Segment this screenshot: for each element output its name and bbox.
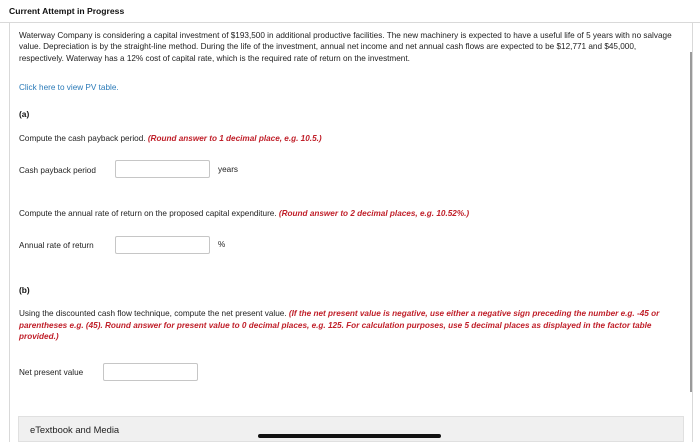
- arr-instruction: [19, 208, 683, 220]
- home-indicator: [258, 434, 441, 438]
- page-title: Current Attempt in Progress: [9, 6, 125, 16]
- payback-field-label: Cash payback period: [19, 166, 96, 175]
- arr-field-label: Annual rate of return: [19, 241, 94, 250]
- problem-statement: Waterway Company is considering a capital investment of $193,500 in additional productive facilities. The new machinery is expected to have a useful life of 5 years with no salvage value. Depreciation is by the straight-line method. During the life of the investment, annual net income and net annual cash flows are expected to be $12,771 and $45,000, respectively. Waterway has a 12% cost of capital rate, which is the required rate of return on the investment.: [19, 31, 672, 63]
- npv-instruction: [19, 308, 683, 343]
- npv-field-label: Net present value: [19, 368, 84, 377]
- part-a-label: (a): [19, 109, 30, 119]
- payback-question: Compute the cash payback period.: [19, 134, 146, 143]
- question-panel: [9, 22, 693, 442]
- pv-table-link[interactable]: Click here to view PV table.: [19, 83, 119, 92]
- payback-period-input[interactable]: [115, 160, 210, 178]
- net-present-value-input[interactable]: [103, 363, 198, 381]
- part-b-label: (b): [19, 285, 30, 295]
- arr-hint: (Round answer to 2 decimal places, e.g. 10.52%.): [278, 209, 470, 218]
- scrollbar[interactable]: [690, 52, 692, 392]
- header-bar: [0, 0, 700, 23]
- payback-instruction: [19, 133, 683, 145]
- arr-unit: %: [218, 240, 226, 249]
- payback-unit: years: [218, 165, 239, 174]
- annual-rate-input[interactable]: [115, 236, 210, 254]
- etextbook-media-label: eTextbook and Media: [30, 424, 120, 435]
- npv-question: Using the discounted cash flow technique, compute the net present value.: [19, 309, 287, 318]
- arr-question: Compute the annual rate of return on the proposed capital expenditure.: [19, 209, 277, 218]
- etextbook-media-bar[interactable]: [18, 416, 684, 442]
- npv-hint: (If the net present value is negative, use either a negative sign preceding the number e.g. -45 or parentheses e.g. (45). Round answer for present value to 0 decimal places, e.g. 125. For calculation purposes, use 5 decimal places as displayed in the factor table provided.): [19, 309, 660, 342]
- payback-hint: (Round answer to 1 decimal place, e.g. 10.5.): [147, 134, 322, 143]
